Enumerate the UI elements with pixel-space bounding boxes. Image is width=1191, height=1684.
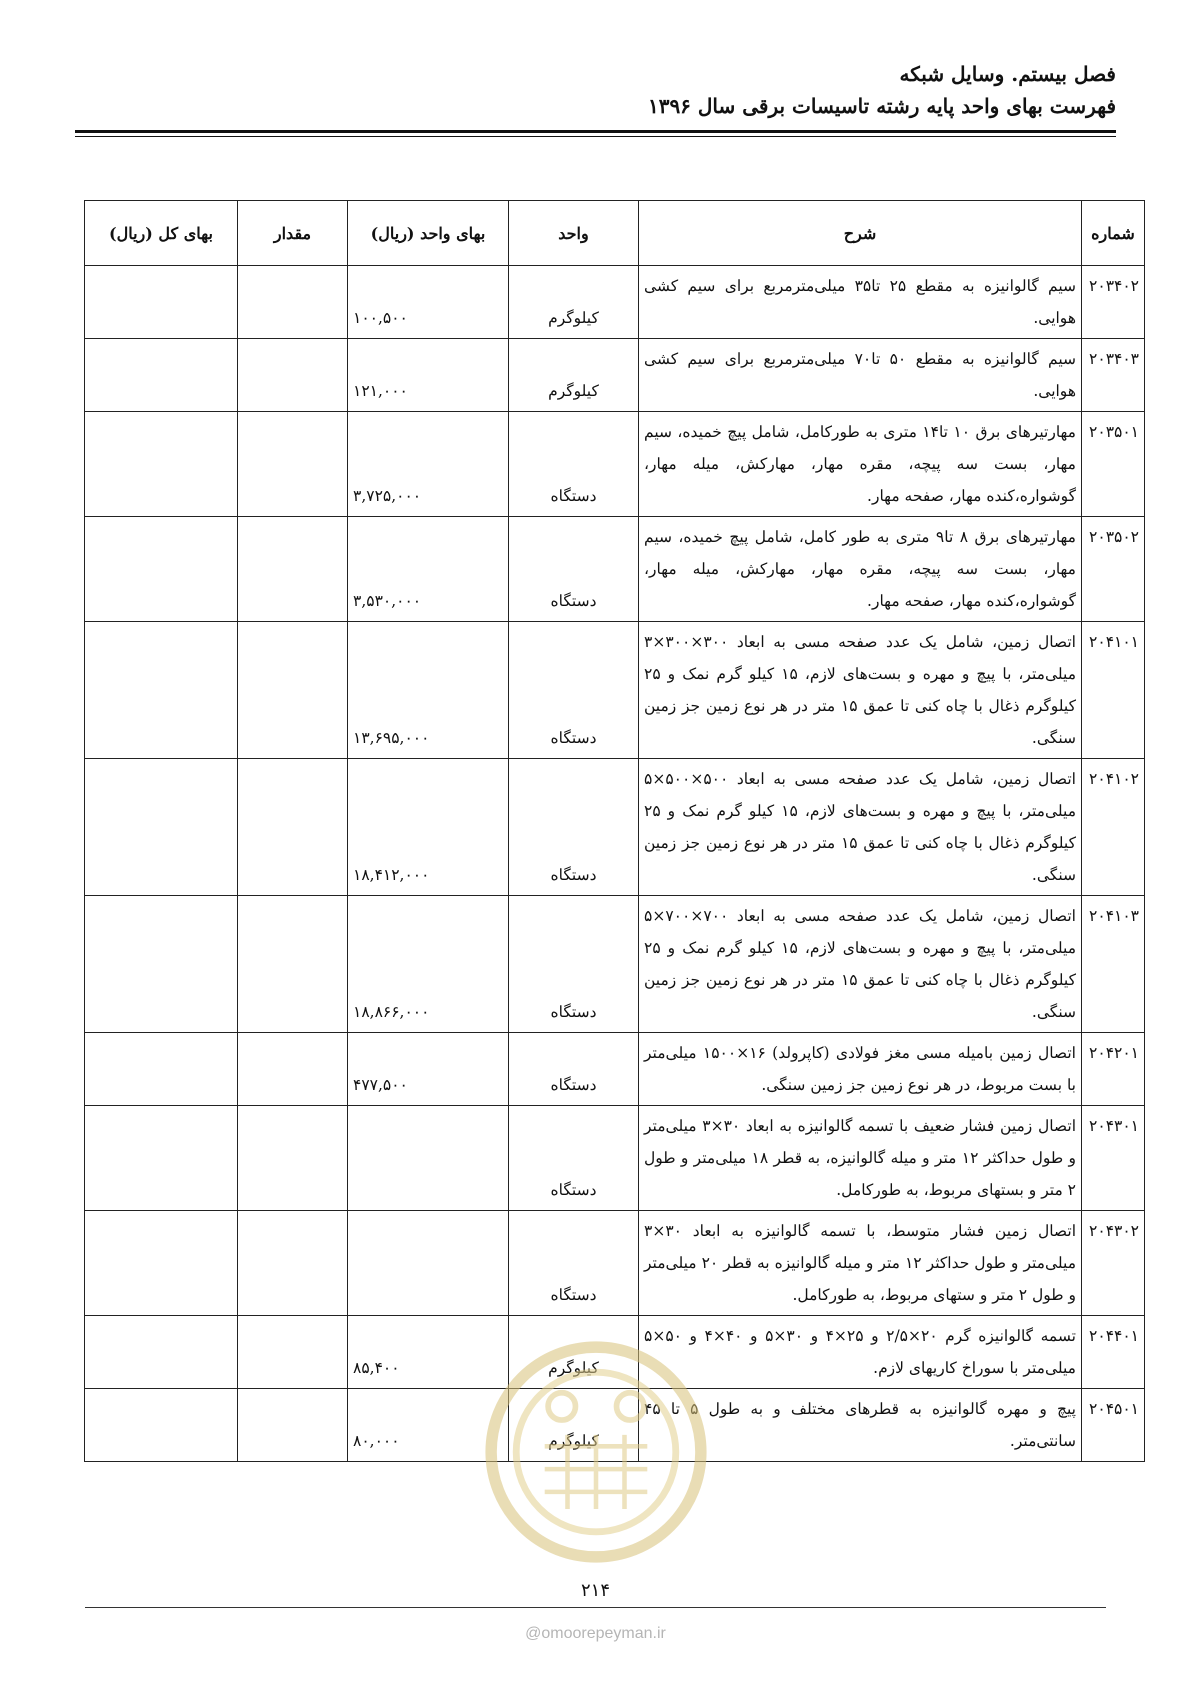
row-description: اتصال زمین، شامل یک عدد صفحه مسی به ابعاد ۳۰۰×۳۰۰×۳ میلی‌متر، با پیچ و مهره و بست‌های لازم، ۱۵ کیلو گرم نمک و ۲۵ کیلوگرم ذغال با چاه کنی تا عمق ۱۵ متر در هر نوع زمین جز زمین سنگی. xyxy=(639,622,1082,759)
row-unit-price: ۱۲۱,۰۰۰ xyxy=(348,339,509,412)
row-code: ۲۰۳۵۰۱ xyxy=(1082,412,1145,517)
row-description: مهارتیرهای برق ۱۰ تا۱۴ متری به طورکامل، شامل پیچ خمیده، سیم مهار، بست سه پیچه، مقره مهار، مهارکش، میله مهار، گوشواره،کنده مهار، صفحه مهار. xyxy=(639,412,1082,517)
row-description: اتصال زمین فشار ضعیف با تسمه گالوانیزه به ابعاد ۳۰×۳ میلی‌متر و طول حداکثر ۱۲ متر و میله گالوانیزه، به قطر ۱۸ میلی‌متر و طول ۲ متر و بستهای مربوط، به طورکامل. xyxy=(639,1106,1082,1211)
row-description: سیم گالوانیزه به مقطع ۵۰ تا۷۰ میلی‌مترمربع برای سیم کشی هوایی. xyxy=(639,339,1082,412)
row-code: ۲۰۴۲۰۱ xyxy=(1082,1033,1145,1106)
row-code: ۲۰۴۱۰۱ xyxy=(1082,622,1145,759)
row-unit-price: ۳,۷۲۵,۰۰۰ xyxy=(348,412,509,517)
table-row xyxy=(85,622,1145,759)
row-unit-price: ۱۸,۸۶۶,۰۰۰ xyxy=(348,896,509,1033)
row-quantity xyxy=(238,339,348,412)
row-code: ۲۰۴۳۰۱ xyxy=(1082,1106,1145,1211)
header-rule-thin xyxy=(75,136,1116,137)
table-row xyxy=(85,339,1145,412)
row-total-price xyxy=(85,1389,238,1462)
row-total-price xyxy=(85,896,238,1033)
row-description: تسمه گالوانیزه گرم ۲۰×۲/۵ و ۲۵×۴ و ۳۰×۵ و ۴۰×۴ و ۵۰×۵ میلی‌متر با سوراخ کاریهای لازم. xyxy=(639,1316,1082,1389)
row-unit: دستگاه xyxy=(509,1211,639,1316)
row-unit-price xyxy=(348,1211,509,1316)
row-description: اتصال زمین فشار متوسط، با تسمه گالوانیزه به ابعاد ۳۰×۳ میلی‌متر و طول حداکثر ۱۲ متر و میله گالوانیزه به قطر ۲۰ میلی‌متر و طول ۲ متر و ستهای مربوط، به طورکامل. xyxy=(639,1211,1082,1316)
table-header-row xyxy=(85,201,1145,266)
page-number: ۲۱۴ xyxy=(580,1580,610,1601)
row-unit-price: ۱۳,۶۹۵,۰۰۰ xyxy=(348,622,509,759)
row-quantity xyxy=(238,622,348,759)
row-unit: دستگاه xyxy=(509,1033,639,1106)
row-quantity xyxy=(238,896,348,1033)
document-title: فهرست بهای واحد پایه رشته تاسیسات برقی سال ۱۳۹۶ xyxy=(647,94,1116,118)
row-total-price xyxy=(85,622,238,759)
row-unit: دستگاه xyxy=(509,517,639,622)
row-quantity xyxy=(238,266,348,339)
row-total-price xyxy=(85,1316,238,1389)
row-unit: دستگاه xyxy=(509,759,639,896)
seal-stamp-icon xyxy=(482,1338,710,1566)
row-total-price xyxy=(85,1106,238,1211)
row-description: سیم گالوانیزه به مقطع ۲۵ تا۳۵ میلی‌مترمربع برای سیم کشی هوایی. xyxy=(639,266,1082,339)
column-header-description: شرح xyxy=(639,201,1082,266)
row-unit-price xyxy=(348,1106,509,1211)
table-row xyxy=(85,759,1145,896)
row-unit: کیلوگرم xyxy=(509,266,639,339)
row-total-price xyxy=(85,266,238,339)
row-code: ۲۰۴۳۰۲ xyxy=(1082,1211,1145,1316)
row-unit: دستگاه xyxy=(509,1106,639,1211)
row-quantity xyxy=(238,1033,348,1106)
table-row xyxy=(85,896,1145,1033)
row-total-price xyxy=(85,1033,238,1106)
chapter-title: فصل بیستم. وسایل شبکه xyxy=(899,62,1116,86)
row-code: ۲۰۴۱۰۲ xyxy=(1082,759,1145,896)
row-description: پیچ و مهره گالوانیزه به قطرهای مختلف و به طول ۵ تا ۴۵ سانتی‌متر. xyxy=(639,1389,1082,1462)
table-row xyxy=(85,1106,1145,1211)
row-description: اتصال زمین، شامل یک عدد صفحه مسی به ابعاد ۵۰۰×۵۰۰×۵ میلی‌متر، با پیچ و مهره و بست‌های لازم، ۱۵ کیلو گرم نمک و ۲۵ کیلوگرم ذغال با چاه کنی تا عمق ۱۵ متر در هر نوع زمین جز زمین سنگی. xyxy=(639,759,1082,896)
row-unit: دستگاه xyxy=(509,622,639,759)
column-header-code: شماره xyxy=(1082,201,1145,266)
row-code: ۲۰۴۱۰۳ xyxy=(1082,896,1145,1033)
page-header xyxy=(648,58,1116,122)
column-header-quantity: مقدار xyxy=(238,201,348,266)
table-row xyxy=(85,517,1145,622)
table-row xyxy=(85,1033,1145,1106)
row-unit-price: ۳,۵۳۰,۰۰۰ xyxy=(348,517,509,622)
row-quantity xyxy=(238,517,348,622)
row-code: ۲۰۴۵۰۱ xyxy=(1082,1389,1145,1462)
row-unit: کیلوگرم xyxy=(509,339,639,412)
row-total-price xyxy=(85,517,238,622)
row-unit: دستگاه xyxy=(509,412,639,517)
watermark-text: @omoorepeyman.ir xyxy=(525,1625,666,1642)
row-description: مهارتیرهای برق ۸ تا۹ متری به طور کامل، شامل پیچ خمیده، سیم مهار، بست سه پیچه، مقره مهار، مهارکش، میله مهار، گوشواره،کنده مهار، صفحه مهار. xyxy=(639,517,1082,622)
row-quantity xyxy=(238,1211,348,1316)
row-unit-price: ۱۰۰,۵۰۰ xyxy=(348,266,509,339)
header-rule-thick xyxy=(75,130,1116,133)
row-total-price xyxy=(85,339,238,412)
row-quantity xyxy=(238,1389,348,1462)
row-quantity xyxy=(238,759,348,896)
row-description: اتصال زمین بامیله مسی مغز فولادی (کاپرولد) ۱۶×۱۵۰۰ میلی‌متر با بست مربوط، در هر نوع زمین جز زمین سنگی. xyxy=(639,1033,1082,1106)
footer-rule xyxy=(85,1607,1106,1608)
row-unit: کیلوگرم xyxy=(509,1389,639,1462)
row-unit-price: ۸۰,۰۰۰ xyxy=(348,1389,509,1462)
row-total-price xyxy=(85,759,238,896)
row-code: ۲۰۳۴۰۲ xyxy=(1082,266,1145,339)
table-row xyxy=(85,1211,1145,1316)
row-unit-price: ۱۸,۴۱۲,۰۰۰ xyxy=(348,759,509,896)
row-unit: کیلوگرم xyxy=(509,1316,639,1389)
table-row xyxy=(85,266,1145,339)
row-description: اتصال زمین، شامل یک عدد صفحه مسی به ابعاد ۷۰۰×۷۰۰×۵ میلی‌متر، با پیچ و مهره و بست‌های لازم، ۱۵ کیلو گرم نمک و ۲۵ کیلوگرم ذغال با چاه کنی تا عمق ۱۵ متر در هر نوع زمین جز زمین سنگی. xyxy=(639,896,1082,1033)
column-header-unit: واحد xyxy=(509,201,639,266)
table-row xyxy=(85,412,1145,517)
row-unit-price: ۸۵,۴۰۰ xyxy=(348,1316,509,1389)
column-header-total-price: بهای کل (ریال) xyxy=(85,201,238,266)
row-unit: دستگاه xyxy=(509,896,639,1033)
row-code: ۲۰۳۵۰۲ xyxy=(1082,517,1145,622)
row-quantity xyxy=(238,1316,348,1389)
row-total-price xyxy=(85,412,238,517)
row-code: ۲۰۴۴۰۱ xyxy=(1082,1316,1145,1389)
row-quantity xyxy=(238,412,348,517)
row-code: ۲۰۳۴۰۳ xyxy=(1082,339,1145,412)
column-header-unit-price: بهای واحد (ریال) xyxy=(348,201,509,266)
row-quantity xyxy=(238,1106,348,1211)
price-list-table xyxy=(84,200,1145,1462)
row-total-price xyxy=(85,1211,238,1316)
row-unit-price: ۴۷۷,۵۰۰ xyxy=(348,1033,509,1106)
